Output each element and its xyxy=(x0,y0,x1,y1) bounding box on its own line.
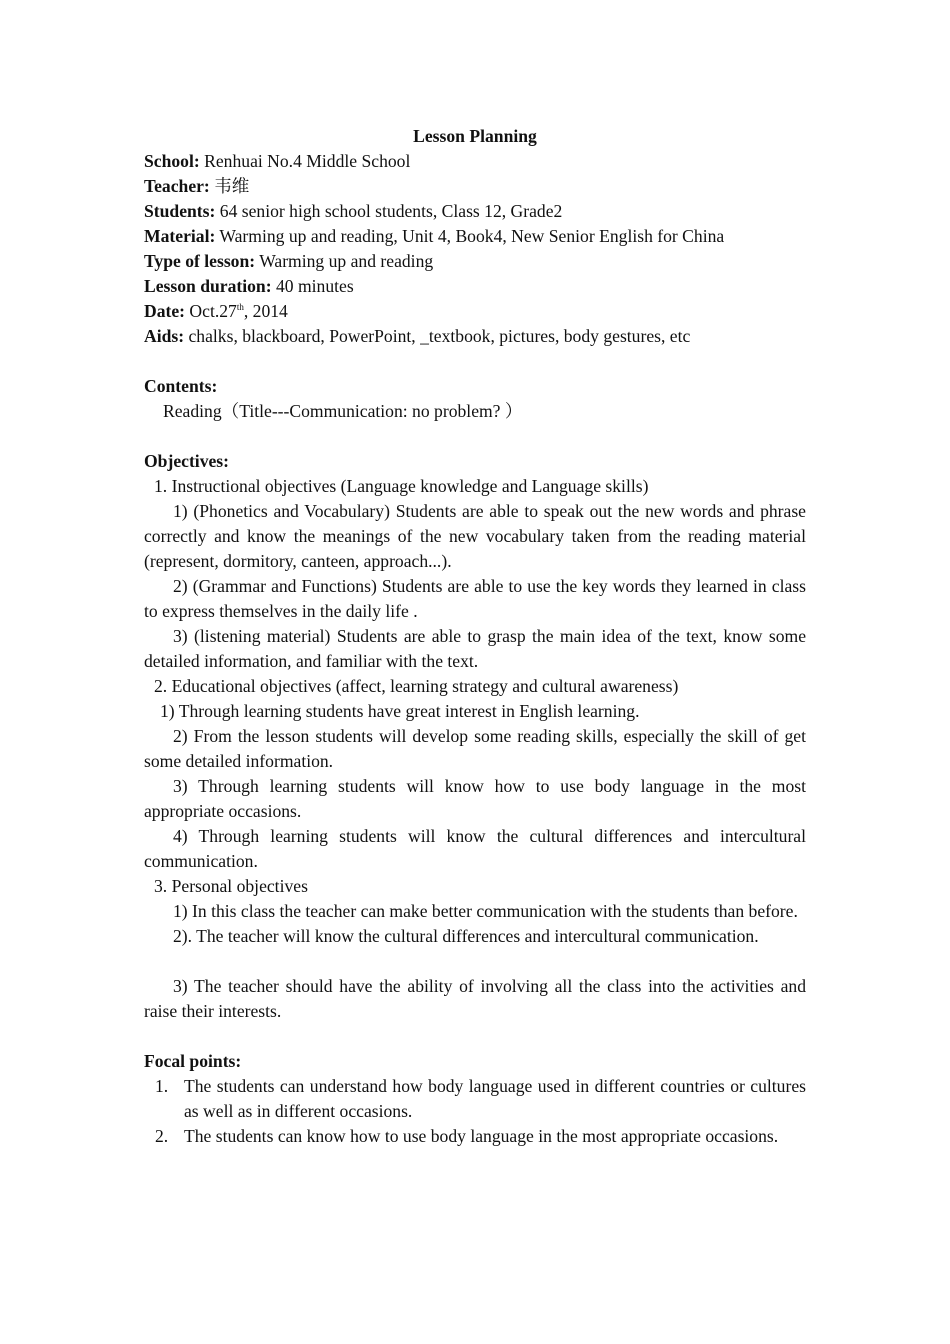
lesson-type-label: Type of lesson: xyxy=(144,251,256,271)
educational-objectives-title: 2. Educational objectives (affect, learning strategy and cultural awareness) xyxy=(154,676,679,696)
lesson-type-line xyxy=(144,249,806,274)
spacer xyxy=(144,424,806,449)
school-value: Renhuai No.4 Middle School xyxy=(199,151,411,171)
date-label: Date: xyxy=(144,301,186,321)
teacher-line xyxy=(144,174,806,199)
focal-points-heading xyxy=(144,1049,806,1074)
personal-objective-2: 2). The teacher will know the cultural differences and intercultural communication. xyxy=(173,926,759,946)
lesson-type-value: Warming up and reading xyxy=(255,251,434,271)
duration-value: 40 minutes xyxy=(271,276,354,296)
contents-heading xyxy=(144,374,806,399)
teacher-value: 韦维 xyxy=(209,176,250,196)
personal-objective-3: 3) The teacher should have the ability of involving all the class into the activities and raise their interests. xyxy=(144,976,806,1021)
date-line xyxy=(144,299,806,324)
students-label: Students: xyxy=(144,201,216,221)
material-label: Material: xyxy=(144,226,216,246)
list-item-number: 1. xyxy=(155,1076,169,1096)
focal-points-list xyxy=(144,1074,806,1149)
list-item-number: 2. xyxy=(155,1126,169,1146)
objectives-heading xyxy=(144,449,806,474)
instructional-objective-2: 2) (Grammar and Functions) Students are able to use the key words they learned in class to express themselves in the daily life . xyxy=(144,576,806,621)
students-line xyxy=(144,199,806,224)
list-item xyxy=(144,1124,806,1149)
educational-objective-2: 2) From the lesson students will develop some reading skills, especially the skill of get some detailed information. xyxy=(144,726,806,771)
aids-line xyxy=(144,324,806,349)
material-value: Warming up and reading, Unit 4, Book4, New Senior English for China xyxy=(215,226,725,246)
document-title: Lesson Planning xyxy=(413,126,537,146)
date-year: , 2014 xyxy=(243,301,288,321)
teacher-label: Teacher: xyxy=(144,176,210,196)
spacer xyxy=(144,1024,806,1049)
instructional-objective-1: 1) (Phonetics and Vocabulary) Students are able to speak out the new words and phrase correctly and know the meanings of the new vocabulary taken from the reading material (represent, dormitory, canteen, approach...). xyxy=(144,501,806,571)
list-item-text: The students can know how to use body language in the most appropriate occasions. xyxy=(184,1126,779,1146)
date-suffix: th xyxy=(236,302,244,313)
spacer xyxy=(144,949,806,974)
educational-objective-4: 4) Through learning students will know the cultural differences and intercultural communication. xyxy=(144,826,806,871)
aids-label: Aids: xyxy=(144,326,185,346)
list-item-text: The students can understand how body language used in different countries or cultures as well as in different occasions. xyxy=(184,1076,806,1121)
educational-objective-3: 3) Through learning students will know how to use body language in the most appropriate occasions. xyxy=(144,776,806,821)
spacer xyxy=(144,349,806,374)
focal-points-heading-text: Focal points: xyxy=(144,1051,242,1071)
contents-text: Reading（Title---Communication: no problem? ） xyxy=(163,401,523,421)
duration-label: Lesson duration: xyxy=(144,276,272,296)
personal-objective-1: 1) In this class the teacher can make better communication with the students than before. xyxy=(173,901,798,921)
contents-heading-text: Contents: xyxy=(144,376,218,396)
personal-objectives-title: 3. Personal objectives xyxy=(154,876,308,896)
instructional-objectives-title: 1. Instructional objectives (Language knowledge and Language skills) xyxy=(154,476,649,496)
list-item xyxy=(144,1074,806,1124)
document-page xyxy=(144,124,806,1149)
instructional-objective-3: 3) (listening material) Students are able to grasp the main idea of the text, know some detailed information, and familiar with the text. xyxy=(144,626,806,671)
educational-objective-1: 1) Through learning students have great interest in English learning. xyxy=(160,701,640,721)
objectives-heading-text: Objectives: xyxy=(144,451,230,471)
school-line xyxy=(144,149,806,174)
school-label: School: xyxy=(144,151,200,171)
aids-value: chalks, blackboard, PowerPoint, _textbook, pictures, body gestures, etc xyxy=(184,326,691,346)
duration-line xyxy=(144,274,806,299)
students-value: 64 senior high school students, Class 12, Grade2 xyxy=(215,201,563,221)
material-line xyxy=(144,224,806,249)
date-value: Oct.27 xyxy=(185,301,237,321)
